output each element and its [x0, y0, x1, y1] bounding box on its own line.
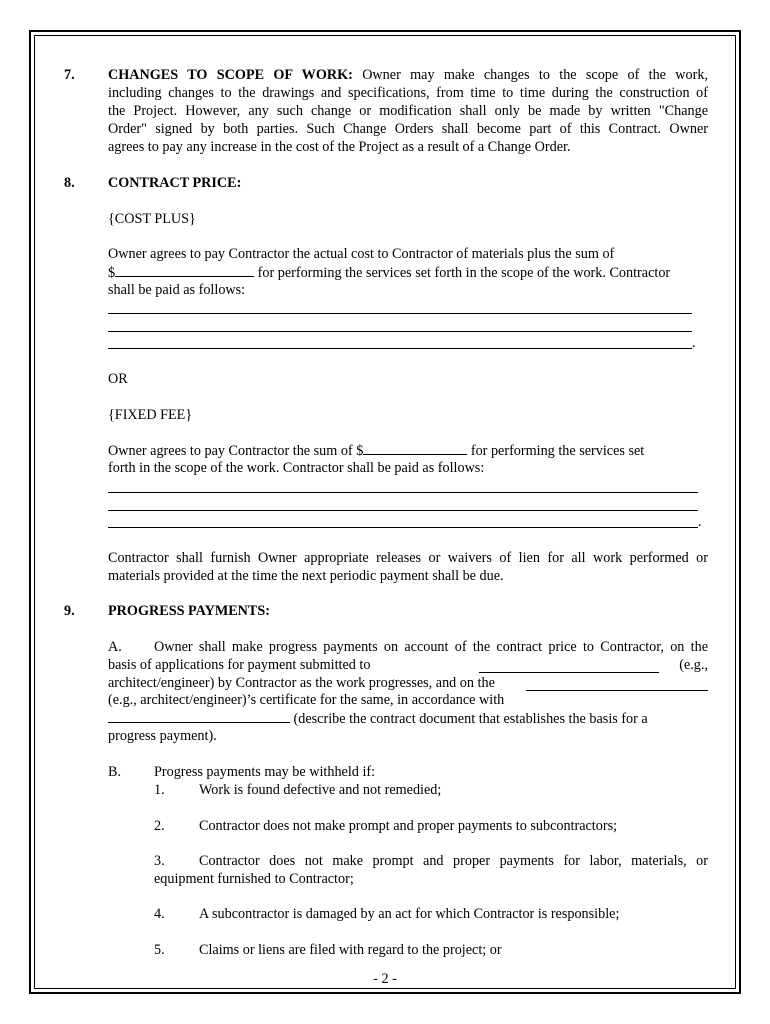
clause-a-line-2-pre: basis of applications for payment submitted to	[108, 657, 371, 673]
list-item-4-text: A subcontractor is damaged by an act for which Contractor is responsible;	[199, 906, 620, 922]
fixed-fee-line-1-pre: Owner agrees to pay Contractor the sum of $	[108, 443, 364, 459]
fixed-fee-blank-line-1[interactable]	[108, 492, 698, 493]
clause-a-line-3-text: architect/engineer) by Contractor as the work progresses, and on the	[108, 675, 495, 691]
list-item-2-text: Contractor does not make prompt and proper payments to subcontractors;	[199, 818, 618, 834]
lien-line-2: materials provided at the time the next periodic payment shall be due.	[108, 568, 504, 584]
list-item-1-text: Work is found defective and not remedied;	[199, 782, 442, 798]
section-9-heading: PROGRESS PAYMENTS:	[108, 603, 270, 619]
section-7-number: 7.	[64, 67, 75, 83]
fixed-fee-line-2: forth in the scope of the work. Contractor shall be paid as follows:	[108, 460, 485, 476]
section-7-line-4: Order" signed by both parties. Such Change Orders shall become part of this Contract. Owner	[108, 121, 708, 137]
list-item-5-text: Claims or liens are filed with regard to the project; or	[199, 942, 502, 958]
list-item-2-number: 2.	[154, 818, 165, 834]
clause-b-intro: Progress payments may be withheld if:	[154, 764, 376, 780]
cost-plus-label: {COST PLUS}	[108, 211, 196, 227]
clause-a-line-2-post: (e.g.,	[679, 657, 708, 673]
section-7-heading: CHANGES TO SCOPE OF WORK:	[108, 67, 353, 83]
clause-a-line-2	[108, 656, 708, 674]
certificate-by-blank[interactable]	[526, 677, 708, 691]
page-number: - 2 -	[373, 971, 397, 987]
clause-a-line-5-text: (describe the contract document that establishes the basis for a	[293, 711, 648, 727]
lien-line-1: Contractor shall furnish Owner appropriate releases or waivers of lien for all work performed or	[108, 550, 708, 566]
cost-plus-line-2-text: for performing the services set forth in the scope of the work. Contractor	[254, 265, 671, 281]
cost-plus-blank-line-3[interactable]	[108, 348, 692, 349]
list-item-3-number: 3.	[154, 853, 165, 869]
clause-a-line-5	[108, 709, 708, 728]
cost-plus-blank-line-1[interactable]	[108, 313, 692, 314]
cost-plus-line-3: shall be paid as follows:	[108, 282, 246, 298]
fixed-fee-line-1	[108, 441, 708, 460]
section-7-line-2: including changes to the drawings and specifications, from time to time during the construction of	[108, 85, 708, 101]
or-label: OR	[108, 371, 128, 387]
cost-plus-line-2	[108, 263, 708, 282]
list-item-3-continuation: equipment furnished to Contractor;	[154, 871, 354, 887]
cost-plus-blank-line-2[interactable]	[108, 331, 692, 332]
cost-plus-amount-blank[interactable]	[115, 263, 254, 277]
dollar-sign: $	[108, 265, 116, 281]
fixed-fee-blank-line-3[interactable]	[108, 527, 698, 528]
clause-a-line-4: (e.g., architect/engineer)’s certificate for the same, in accordance with	[108, 692, 505, 708]
section-7-line-1-text: Owner may make changes to the scope of the work,	[362, 67, 708, 83]
list-item-3-text: Contractor does not make prompt and proper payments for labor, materials, or	[199, 853, 708, 869]
section-7-line-5: agrees to pay any increase in the cost of the Project as a result of a Change Order.	[108, 139, 571, 155]
fixed-fee-line-1-post: for performing the services set	[467, 443, 645, 459]
section-7-line-1	[108, 66, 708, 84]
fixed-fee-blank-line-2[interactable]	[108, 510, 698, 511]
clause-a-line-3	[108, 674, 708, 692]
fixed-fee-label: {FIXED FEE}	[108, 407, 193, 423]
cost-plus-period: .	[692, 335, 696, 351]
clause-b-label: B.	[108, 764, 122, 780]
contract-document-blank[interactable]	[108, 709, 290, 723]
list-item-1-number: 1.	[154, 782, 165, 798]
fixed-fee-period: .	[698, 514, 702, 530]
list-item-5-number: 5.	[154, 942, 165, 958]
section-9-number: 9.	[64, 603, 75, 619]
section-8-heading: CONTRACT PRICE:	[108, 175, 242, 191]
section-7-line-3: the Project. However, any such change or modification shall only be made by written "Change	[108, 103, 708, 119]
clause-a-label: A.	[108, 639, 122, 655]
section-8-number: 8.	[64, 175, 75, 191]
clause-a-line-1: Owner shall make progress payments on account of the contract price to Contractor, on the	[154, 639, 708, 655]
submitted-to-blank[interactable]	[479, 659, 659, 673]
cost-plus-line-1: Owner agrees to pay Contractor the actual cost to Contractor of materials plus the sum of	[108, 246, 615, 262]
list-item-4-number: 4.	[154, 906, 165, 922]
fixed-fee-amount-blank[interactable]	[363, 441, 467, 455]
clause-a-line-6: progress payment).	[108, 728, 217, 744]
